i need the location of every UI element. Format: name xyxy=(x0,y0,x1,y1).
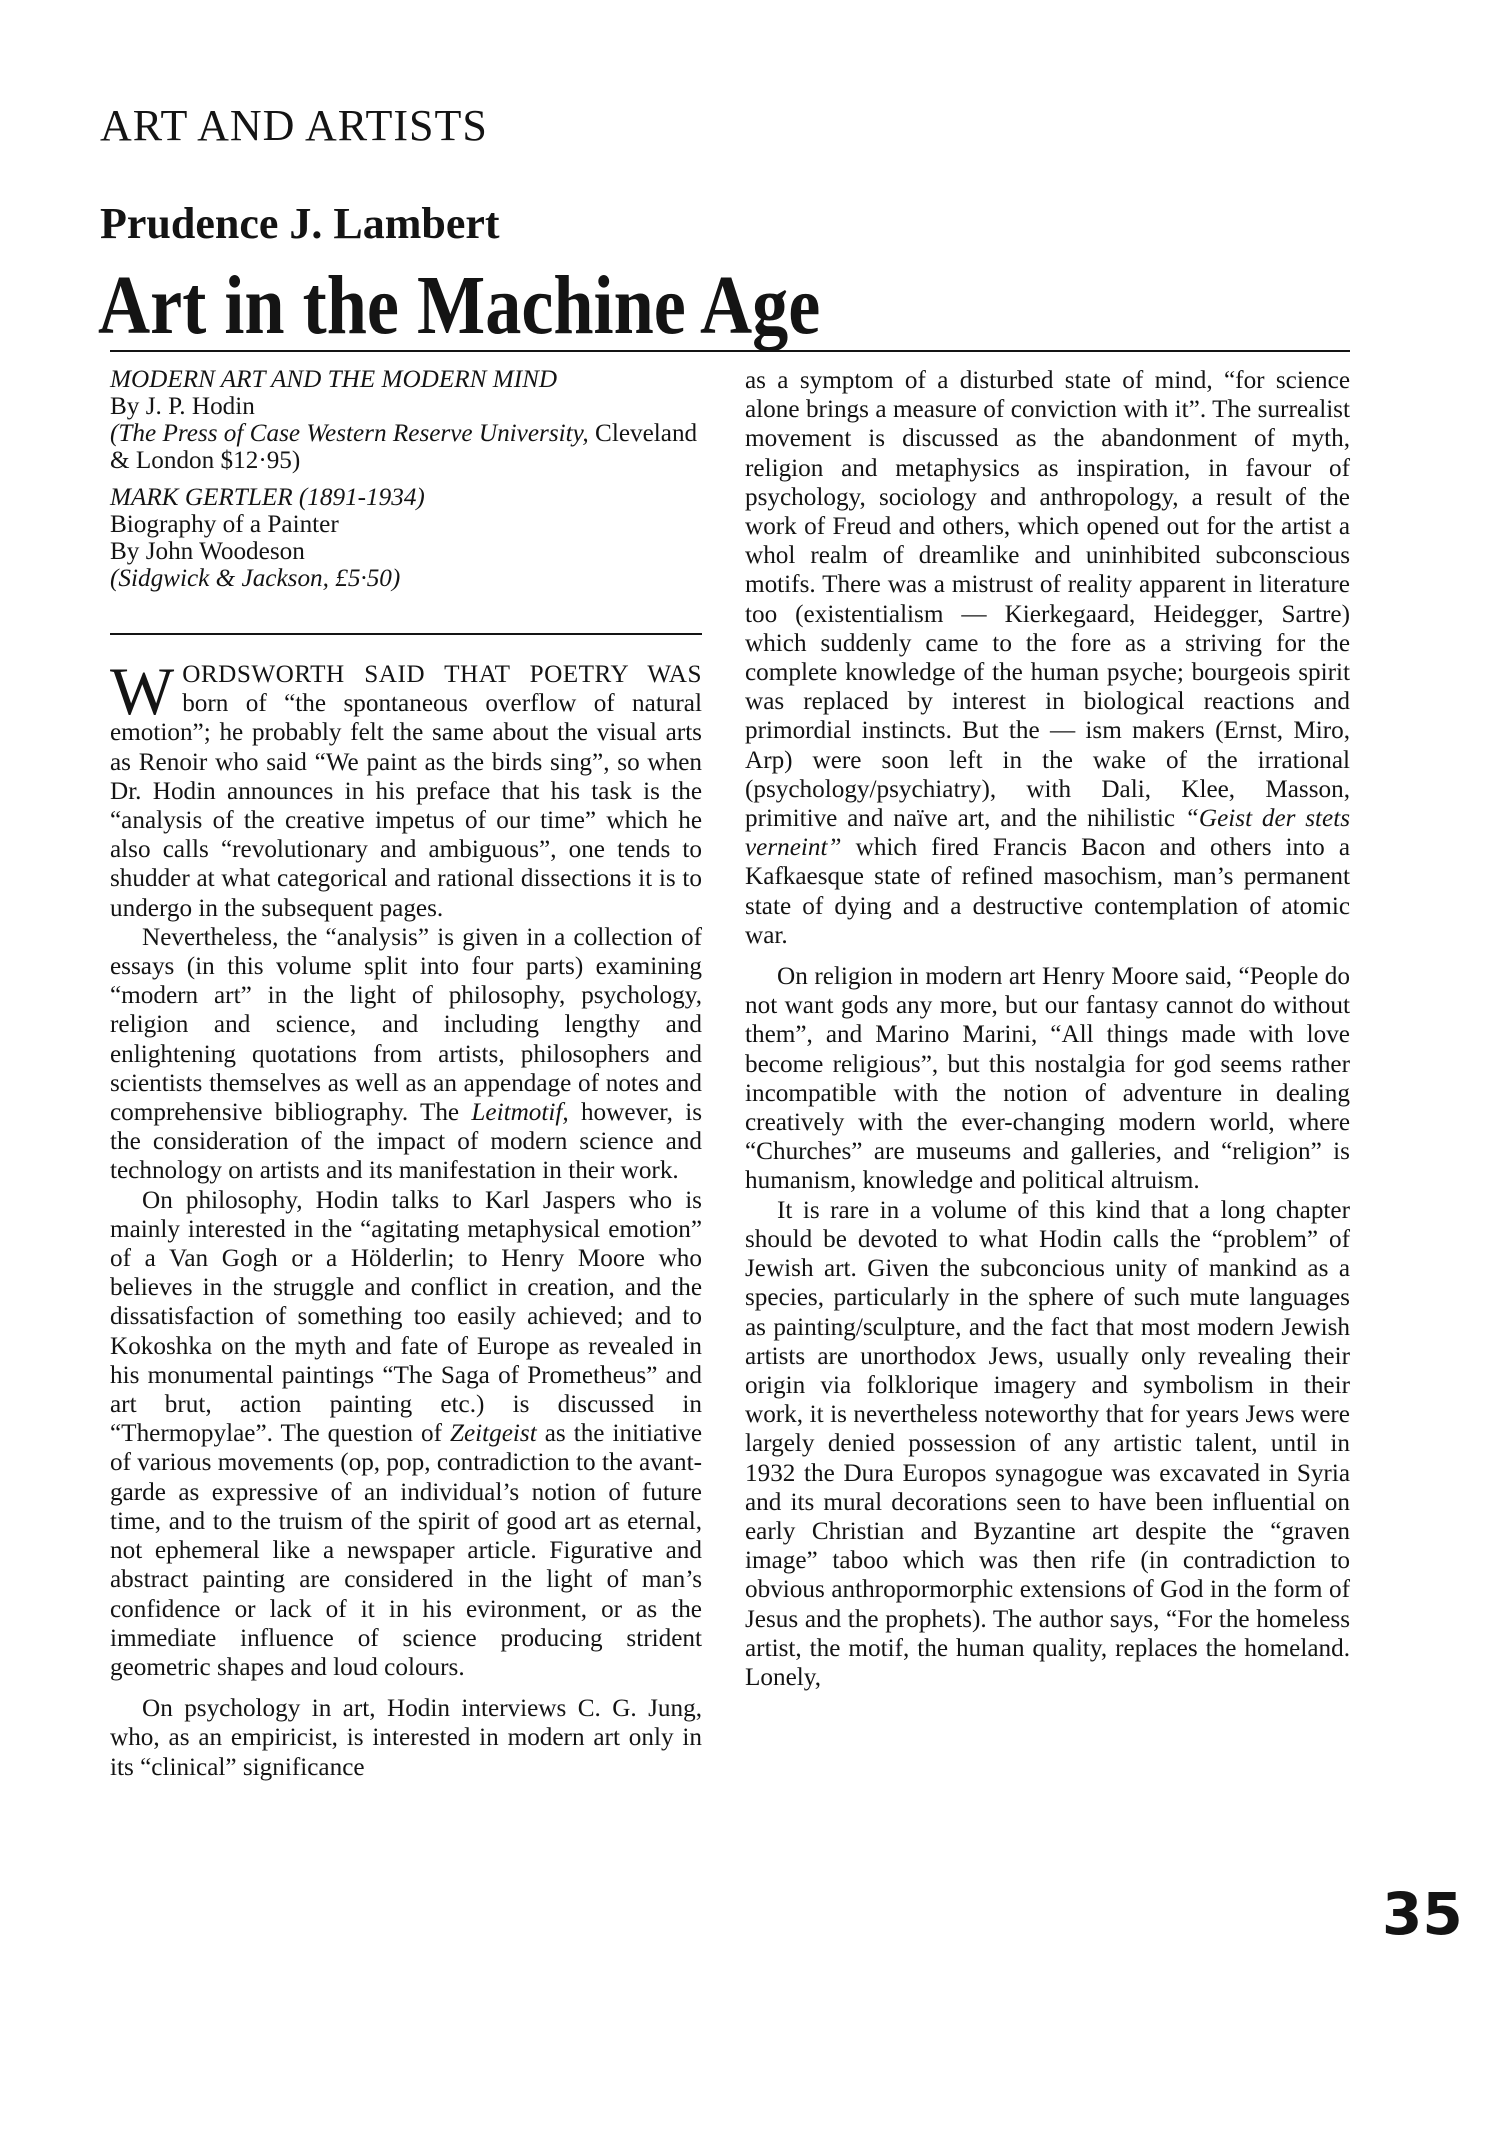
paragraph-3-text-b: as the initiative of various movements (op, pop, contradiction to the avant-garde as expressive of an individual’s notion of future time, and to the truism of the spirit of good art as eternal, not ephemeral like a newspaper article. Figurative and abstract painting are considered in the light of man’s confidence or lack of it in his evironment, or as the immediate influence of science producing strident geometric shapes and loud colours. xyxy=(110,1420,703,1681)
paragraph-3 xyxy=(110,1186,702,1682)
paragraph-7: It is rare in a volume of this kind that a long chapter should be devoted to what Hodin calls the “problem” of Jewish art. Given the subconcious unity of mankind as a species, particularly in the sphere of such mute languages as painting/sculpture, and the fact that most modern Jewish artists are unorthodox Jews, usually only revealing their origin via folklorique imagery and symbolism in their work, it is nevertheless noteworthy that for years Jews were largely denied possession of any artistic talent, until in 1932 the Dura Europos synagogue was excavated in Syria and its mural decorations seen to have been influential on early Christian and Byzantine art despite the “graven image” taboo which was then rife (in contradiction to obvious anthropormorphic extensions of God in the form of Jesus and the prophets). The author says, “For the homeless artist, the motif, the human quality, replaces the homeland. Lonely, xyxy=(745,1196,1350,1691)
article-author: Prudence J. Lambert xyxy=(100,199,500,248)
book-1-publisher-plain: Cleveland & London $12·95) xyxy=(110,420,698,474)
paragraph-2-italic: Leitmotif, xyxy=(471,1099,569,1127)
book-1-author: By J. P. Hodin xyxy=(110,393,255,420)
books-divider xyxy=(110,633,702,635)
paragraph-2 xyxy=(110,923,702,1186)
paragraph-2-text-a: Nevertheless, the “analysis” is given in a collection of essays (in this volume split into four parts) examining “modern art” in the light of philosophy, psychology, religion and science, and including lengthy and enlightening quotations from artists, philosophers and scientists themselves as well as an appendage of notes and comprehensive bibliography. The xyxy=(110,923,702,1127)
paragraph-4: On psychology in art, Hodin interviews C. G. Jung, who, as an empiricist, is interested in modern art only in its “clinical” significance xyxy=(110,1695,702,1781)
book-1-publisher-italic: (The Press of Case Western Reserve University, xyxy=(110,420,589,447)
top-divider xyxy=(110,350,1350,352)
paragraph-1 xyxy=(110,653,702,923)
book-2-publisher: (Sidgwick & Jackson, £5·50) xyxy=(110,565,401,592)
paragraph-3-italic: Zeitgeist xyxy=(449,1420,537,1448)
book-2-title: MARK GERTLER (1891-1934) xyxy=(110,484,425,511)
book-2-subtitle: Biography of a Painter xyxy=(110,511,339,538)
paragraph-6: On religion in modern art Henry Moore said, “People do not want gods any more, but our fantasy cannot do without them”, and Marino Marini, “All things made with love become religious”, but this nostalgia for god seems rather incompatible with the notion of adventure in dealing creatively with the ever-changing modern world, where “Churches” are museums and galleries, and “religion” is humanism, knowledge and political altruism. xyxy=(745,963,1350,1195)
paragraph-1-text: born of “the spontaneous overflow of natural emotion”; he probably felt the same about the visual arts as Renoir who said “We paint as the birds sing”, so when Dr. Hodin announces in his preface that his task is the “analysis of the creative impetus of our time” which he also calls “revolutionary and ambiguous”, one tends to shudder at what categorical and rational dissections it is to undergo in the subsequent pages. xyxy=(110,690,702,922)
drop-cap: W xyxy=(110,653,175,729)
reviewed-books xyxy=(110,366,702,592)
paragraph-5-text-a: as a symptom of a disturbed state of mind, “for science alone brings a measure of conviction with it”. The surrealist movement is discussed as the abandonment of myth, religion and metaphysics as inspiration, in favour of psychology, sociology and anthropology, a result of the work of Freud and others, which opened out for the artist a whol realm of dreamlike and uninhibited subconscious motifs. There was a mistrust of reality apparent in literature too (existentialism — Kierkegaard, Heidegger, Sartre) which suddenly came to the fore as a striving for the complete knowledge of the human psyche; bourgeois spirit was replaced by interest in biological reactions and primordial instincts. But the — ism makers (Ernst, Miro, Arp) were soon left in the wake of the irrational (psychology/psychiatry), with Dali, Klee, Masson, primitive and naïve art, and the nihilistic xyxy=(745,367,1350,833)
section-label: ART AND ARTISTS xyxy=(100,101,488,150)
right-column xyxy=(745,366,1350,1692)
article-title: Art in the Machine Age xyxy=(98,259,821,352)
paragraph-5 xyxy=(745,366,1350,950)
book-2-author: By John Woodeson xyxy=(110,538,305,565)
paragraph-2-text-b: however, is the consideration of the impact of modern science and technology on artists and its manifestation in their work. xyxy=(110,1099,703,1185)
book-1-publisher xyxy=(110,420,702,474)
page-number: 35 xyxy=(1382,1880,1463,1948)
left-column xyxy=(110,653,703,1782)
paragraph-3-text-a: On philosophy, Hodin talks to Karl Jaspers who is mainly interested in the “agitating metaphysical emotion” of a Van Gogh or a Hölderlin; to Henry Moore who believes in the struggle and conflict in creation, and the dissatisfaction of something too easily achieved; and to Kokoshka on the myth and fate of Europe as revealed in his monumental paintings “The Saga of Prometheus” and art brut, action painting etc.) is discussed in “Thermopylae”. The question of xyxy=(110,1186,702,1448)
paragraph-5-italic: “Geist der stets verneint” xyxy=(745,805,1351,862)
lead-caps: ORDSWORTH SAID THAT POETRY WAS xyxy=(182,661,702,688)
book-1-title: MODERN ART AND THE MODERN MIND xyxy=(110,366,558,393)
paragraph-5-text-b: which fired Francis Bacon and others into a Kafkaesque state of refined masochism, man’s permanent state of dying and a destructive contemplation of atomic war. xyxy=(745,834,1350,949)
